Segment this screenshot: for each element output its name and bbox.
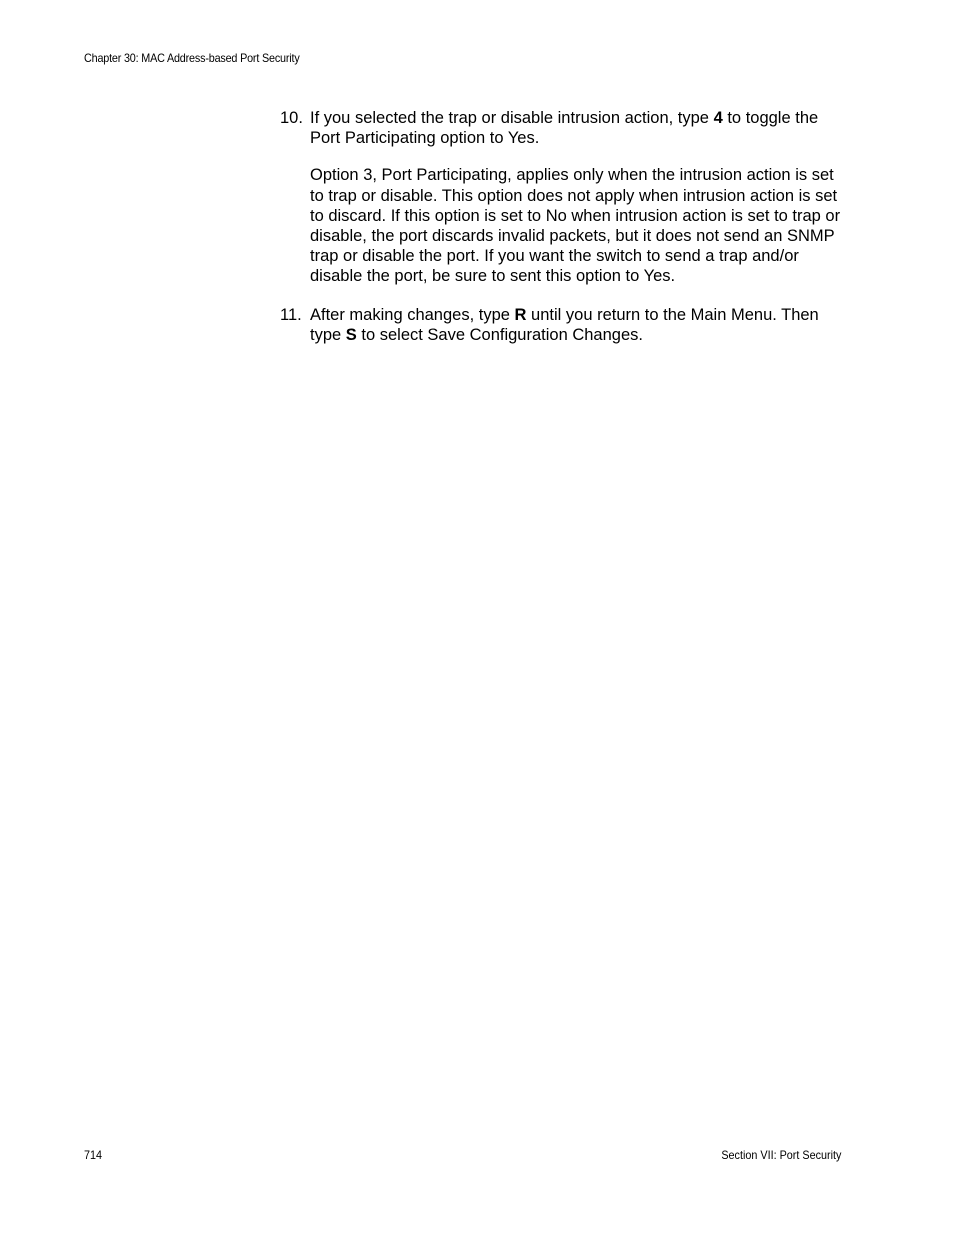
page-number: 714 — [84, 1148, 103, 1162]
step-instruction — [310, 305, 850, 345]
step-text: type — [310, 325, 346, 344]
step-text: After making changes, type — [310, 305, 515, 324]
step-instruction — [310, 108, 850, 148]
step-number: 10. — [280, 109, 303, 127]
running-header: Chapter 30: MAC Address-based Port Security — [84, 51, 300, 65]
step-text: If you selected the trap or disable intrusion action, type — [310, 109, 714, 127]
step-text: until you return to the Main Menu. Then — [526, 305, 819, 324]
section-title: Section VII: Port Security — [720, 1148, 841, 1162]
instruction-steps — [280, 108, 850, 345]
key-s: S — [345, 325, 357, 344]
step-11 — [280, 305, 850, 345]
key-4: 4 — [713, 109, 723, 127]
step-body — [310, 108, 850, 287]
step-note: Option 3, Port Participating, applies only when the intrusion action is set to trap or disable. This option does not apply when intrusion action is set to discard. If this option is set to No when intrusion action is set to trap or disable, the port discards invalid packets, but it does not send an SNMP trap or disable the port. If you want the switch to send a trap and/or disable the port, be sure to sent this option to Yes. — [310, 166, 841, 286]
step-body — [310, 305, 850, 345]
step-10 — [280, 108, 850, 287]
step-text: to select Save Configuration Changes. — [356, 325, 643, 344]
key-r: R — [514, 305, 527, 324]
step-number: 11. — [280, 305, 302, 324]
step-text: Port Participating option to Yes. — [310, 129, 540, 148]
step-text: to toggle the — [722, 109, 819, 127]
